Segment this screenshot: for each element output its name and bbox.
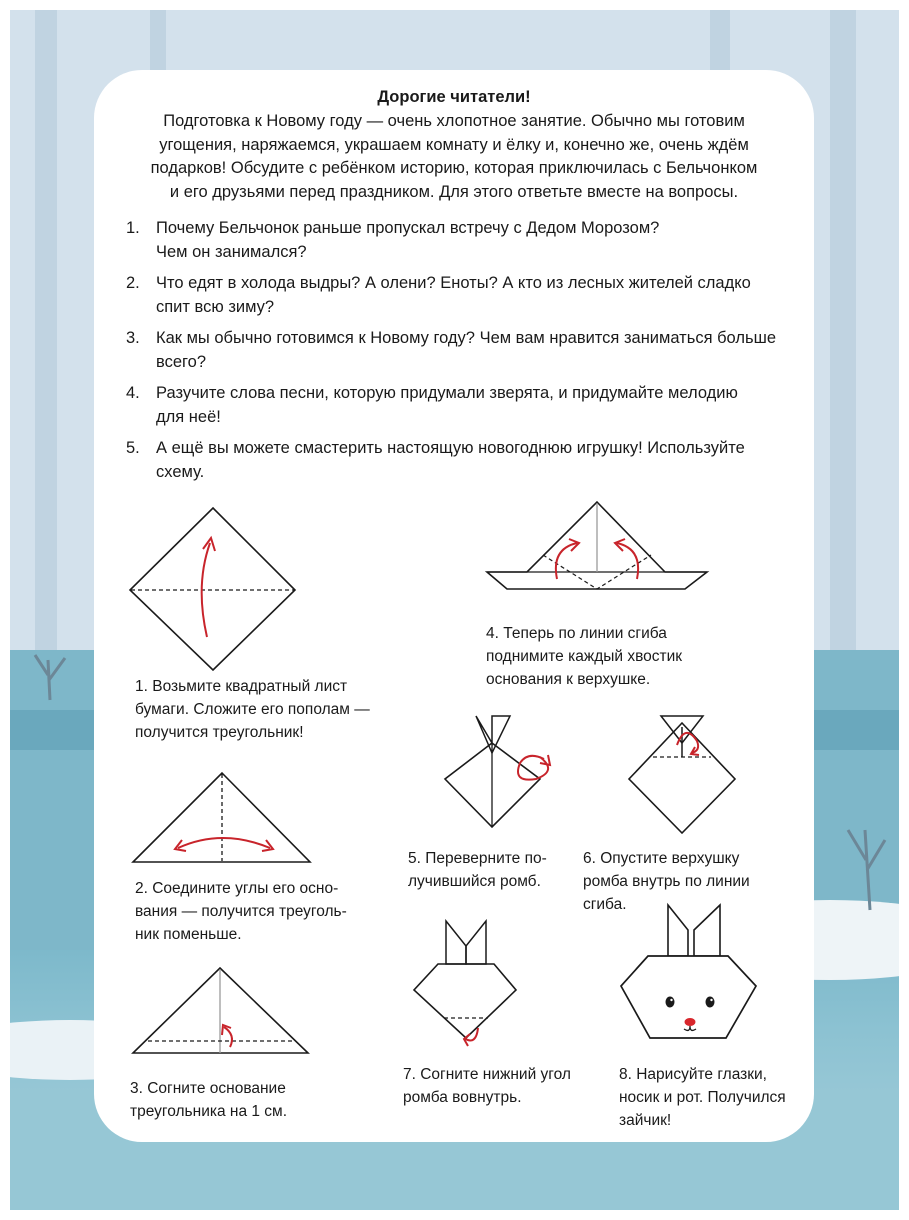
caption-line: ник поменьше. [135,926,242,943]
question-text: Почему Бельчонок раньше пропускал встречу с Дедом Морозом? [156,219,660,237]
caption-line: сгиба. [583,896,627,913]
intro-line: угощения, наряжаемся, украшаем комнату и ёлку и, конечно же, очень ждём [159,135,749,154]
caption-line: 2. Соедините углы его осно- [135,880,339,897]
question-number: 5. [126,439,140,457]
question-text: всего? [156,352,207,371]
intro-line: Подготовка к Новому году — очень хлопотное занятие. Обычно мы готовим [163,112,745,130]
caption-line: 5. Переверните по- [408,850,547,867]
caption-line: вания — получится треуголь- [135,903,347,920]
step1-diagram [125,505,305,675]
step6-diagram [625,713,743,838]
question-text: Чем он занимался? [156,242,307,261]
step2-diagram [130,770,315,865]
fold-arrow-icon [178,838,270,848]
ear-left [446,921,466,964]
question-number: 2. [126,274,140,292]
intro-paragraph [120,110,788,204]
caption-line: 7. Согните нижний угол [403,1066,571,1083]
question-number: 3. [126,329,140,347]
flip-arrow-icon [518,756,548,780]
eye-highlight-icon [710,999,712,1001]
step7-diagram [410,918,520,1050]
question-number: 4. [126,384,140,402]
question-text: А ещё вы можете смастерить настоящую новогоднюю игрушку! Используйте [156,439,745,457]
caption-line: треугольника на 1 см. [130,1103,288,1120]
caption-line: зайчик! [619,1112,672,1129]
eye-left-icon [666,997,675,1008]
nose-icon [685,1018,696,1026]
intro-line: и его друзьями перед праздником. Для этого ответьте вместе на вопросы. [169,182,739,201]
step8-diagram [618,902,760,1042]
ear-right [694,905,720,956]
caption-line: основания к верхушке. [486,671,651,688]
caption-line: 6. Опустите верхушку [583,850,740,867]
step4-caption [486,622,682,691]
caption-line: ромба вовнутрь. [403,1089,522,1106]
caption-line: 3. Согните основание [130,1080,286,1097]
intro-line: подарков! Обсудите с ребёнком историю, которая приключилась с Бельчонком [150,159,758,177]
step2-caption [135,877,347,946]
question-text: Что едят в холода выдры? А олени? Еноты? А кто из лесных жителей сладко [156,274,751,292]
step4-diagram [485,497,710,592]
question-number: 1. [126,219,140,237]
ear-right [466,921,486,964]
question-text: Разучите слова песни, которую придумали зверята, и придумайте мелодию [156,384,738,402]
head-outline [414,964,516,1038]
caption-line: 4. Теперь по линии сгиба [486,625,667,642]
caption-line: поднимите каждый хвостик [486,648,683,665]
ear-left [668,905,688,956]
step1-caption [135,675,370,744]
caption-line: бумаги. Сложите его пополам — [135,701,370,718]
fold-arrow-icon [224,1027,232,1047]
caption-line: получится треугольник! [135,724,304,741]
caption-line: лучившийся ромб. [408,873,541,890]
step5-diagram [440,713,560,831]
caption-line: ромба внутрь по линии [583,873,750,890]
caption-line: 1. Возьмите квадратный лист [135,678,348,695]
step8-caption [619,1063,786,1132]
step7-caption [403,1063,571,1109]
ear-shape [476,716,510,753]
intro-title: Дорогие читатели! [377,88,531,106]
square-outline [130,508,295,670]
question-text: Как мы обычно готовимся к Новому году? Чем вам нравится заниматься больше [156,329,776,347]
step3-diagram [130,965,312,1057]
caption-line: носик и рот. Получился [619,1089,786,1106]
step5-caption [408,847,547,893]
caption-line: 8. Нарисуйте глазки, [619,1066,767,1083]
eye-highlight-icon [670,999,672,1001]
step3-caption [130,1077,287,1123]
question-text: для неё! [156,407,221,426]
arrowhead-icon [540,755,550,765]
question-text: спит всю зиму? [156,297,275,316]
question-text: схему. [156,462,205,481]
eye-right-icon [706,997,715,1008]
